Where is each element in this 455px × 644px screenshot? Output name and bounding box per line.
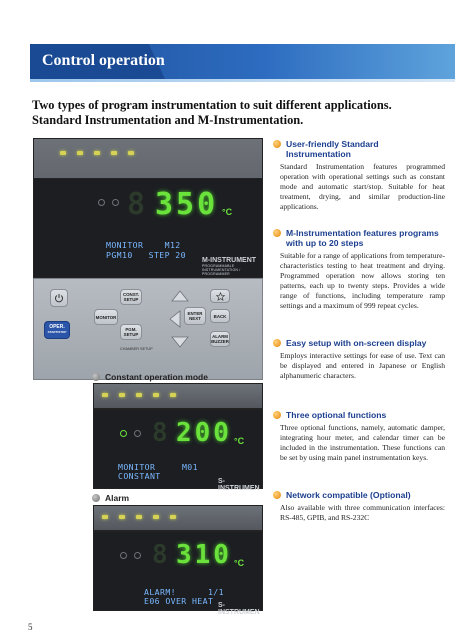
lcd-line-1: MONITOR M01 — [118, 462, 198, 472]
back-button[interactable]: BACK — [210, 309, 230, 323]
power-button[interactable] — [50, 289, 68, 307]
banner-stripe — [30, 79, 455, 82]
feature-heading — [273, 410, 445, 420]
caption-constant-mode — [92, 372, 208, 382]
status-led — [153, 393, 159, 397]
status-led — [153, 515, 159, 519]
arrow-down-icon[interactable] — [172, 337, 188, 347]
status-led — [102, 393, 108, 397]
feature-body: Suitable for a range of applications from temperature-characteristics testing to heat treatment and drying. Programmed operation now allows storing ten patterns, each up to twenty steps. Provides a wide range of functions, including temperature ramp settings and a maximum of 999 repeat cycles. — [280, 251, 445, 311]
controller-display — [33, 178, 263, 278]
lcd-line-1: MONITOR M12 — [106, 240, 181, 250]
star-icon — [216, 292, 225, 301]
temperature-unit: °C — [234, 436, 245, 446]
instrument-brand: S-INSTRUMEN — [218, 478, 260, 492]
indicator-icon — [98, 199, 105, 206]
feature-title: Three optional functions — [286, 410, 387, 420]
brand-subtitle: PROGRAMMABLE INSTRUMENTATION / PROGRAMMER — [202, 264, 241, 276]
status-led-row — [60, 151, 134, 155]
page-number: 5 — [28, 622, 33, 632]
constant-panel-top — [93, 383, 263, 409]
arrow-left-icon[interactable] — [170, 311, 180, 327]
status-led — [102, 515, 108, 519]
segment-ghost-digit: 8 — [152, 418, 171, 448]
feature-title: Easy setup with on-screen display — [286, 338, 427, 348]
segment-ghost-digit: 8 — [152, 540, 171, 570]
headline-line-1: Two types of program instrumentation to suit different applications. — [32, 98, 392, 112]
enter-next-button[interactable]: ENTER NEXT — [184, 307, 206, 325]
caption-text: Alarm — [105, 493, 130, 503]
indicator-icon — [134, 430, 141, 437]
temperature-readout: 350 — [155, 187, 219, 222]
status-led — [119, 393, 125, 397]
feature-body: Three optional functions, namely, automatic damper, integrating hour meter, and calendar timer can be included in the instrumentation. These functions can be set by using main panel instrumentation keys. — [280, 423, 445, 463]
status-led — [119, 515, 125, 519]
feature-title: User-friendly Standard Instrumentation — [286, 139, 379, 159]
status-led — [136, 393, 142, 397]
brand-name: M-INSTRUMENT — [202, 257, 257, 264]
temperature-unit: °C — [222, 207, 233, 217]
feature-network-compatible — [273, 490, 445, 523]
bullet-dot-icon — [273, 140, 281, 148]
const-setup-button[interactable]: CONST. SETUP — [120, 289, 142, 305]
feature-body: Employs interactive settings for ease of use. Text can be displayed and entered in Japanese or English alphanumeric characters. — [280, 351, 445, 381]
feature-body: Standard Instrumentation features programmed operation with operational settings such as constant mode and automatic start/stop. Suitable for heat treatment, drying, and similar production-line applications. — [280, 162, 445, 212]
power-icon — [54, 293, 64, 303]
section-title: Control operation — [42, 52, 165, 69]
bullet-dot-icon — [273, 411, 281, 419]
lcd-line-2: CONSTANT — [118, 471, 161, 481]
status-led-row — [102, 393, 176, 397]
oper-sub: START/STOP — [47, 330, 67, 334]
status-led-row — [102, 515, 176, 519]
feature-body: Also available with three communication interfaces: RS-485, GPIB, and RS-232C — [280, 503, 445, 523]
status-led — [94, 151, 100, 155]
caption-bullet-icon — [92, 494, 100, 502]
section-banner — [30, 44, 455, 79]
feature-title: M-Instrumentation features programs with up to 20 steps — [286, 228, 439, 248]
indicator-icon — [120, 552, 127, 559]
alarm-buzzer-button[interactable]: ALARM BUZZER — [210, 331, 230, 347]
status-led — [128, 151, 134, 155]
feature-optional-functions — [273, 410, 445, 463]
caption-text: Constant operation mode — [105, 372, 208, 382]
feature-heading — [273, 228, 445, 248]
feature-heading — [273, 338, 445, 348]
status-led — [170, 515, 176, 519]
monitor-button[interactable]: MONITOR — [94, 309, 118, 325]
indicator-icon — [134, 552, 141, 559]
lcd-line-1: ALARM! 1/1 — [144, 587, 224, 597]
temperature-unit: °C — [234, 558, 245, 568]
status-led — [170, 393, 176, 397]
bullet-dot-icon — [273, 229, 281, 237]
constant-display — [93, 409, 263, 492]
segment-ghost-digit: 8 — [127, 187, 149, 222]
status-led — [77, 151, 83, 155]
favorite-button[interactable] — [210, 289, 230, 303]
temperature-readout: 200 — [176, 418, 232, 448]
oper-start-stop-button[interactable] — [44, 321, 70, 339]
bullet-dot-icon — [273, 339, 281, 347]
indicator-icon — [112, 199, 119, 206]
headline-line-2: Standard Instrumentation and M-Instrumentation. — [32, 113, 304, 127]
feature-title: Network compatible (Optional) — [286, 490, 411, 500]
instrument-brand: S-INSTRUMEN — [218, 602, 260, 616]
bullet-dot-icon — [273, 491, 281, 499]
alarm-panel-top — [93, 505, 263, 531]
chamber-setup-label: CHAMBER SETUP — [120, 347, 153, 351]
status-led — [60, 151, 66, 155]
feature-on-screen-setup — [273, 338, 445, 381]
caption-bullet-icon — [92, 373, 100, 381]
caption-alarm — [92, 493, 129, 503]
feature-m-instrumentation — [273, 228, 445, 312]
oper-label: OPER. — [49, 324, 65, 330]
page-headline — [32, 98, 432, 128]
feature-standard-instrumentation — [273, 139, 445, 212]
feature-heading — [273, 490, 445, 500]
status-led — [136, 515, 142, 519]
instrument-brand — [202, 257, 262, 276]
lcd-line-2: E06 OVER HEAT — [144, 596, 214, 606]
controller-keypad — [33, 278, 263, 380]
feature-heading — [273, 139, 445, 159]
lcd-line-2: PGM10 STEP 20 — [106, 250, 186, 260]
temperature-readout: 310 — [176, 540, 232, 570]
arrow-up-icon[interactable] — [172, 291, 188, 301]
alarm-display — [93, 531, 263, 616]
status-led — [111, 151, 117, 155]
pgm-setup-button[interactable]: PGM. SETUP — [120, 324, 142, 340]
indicator-icon — [120, 430, 127, 437]
